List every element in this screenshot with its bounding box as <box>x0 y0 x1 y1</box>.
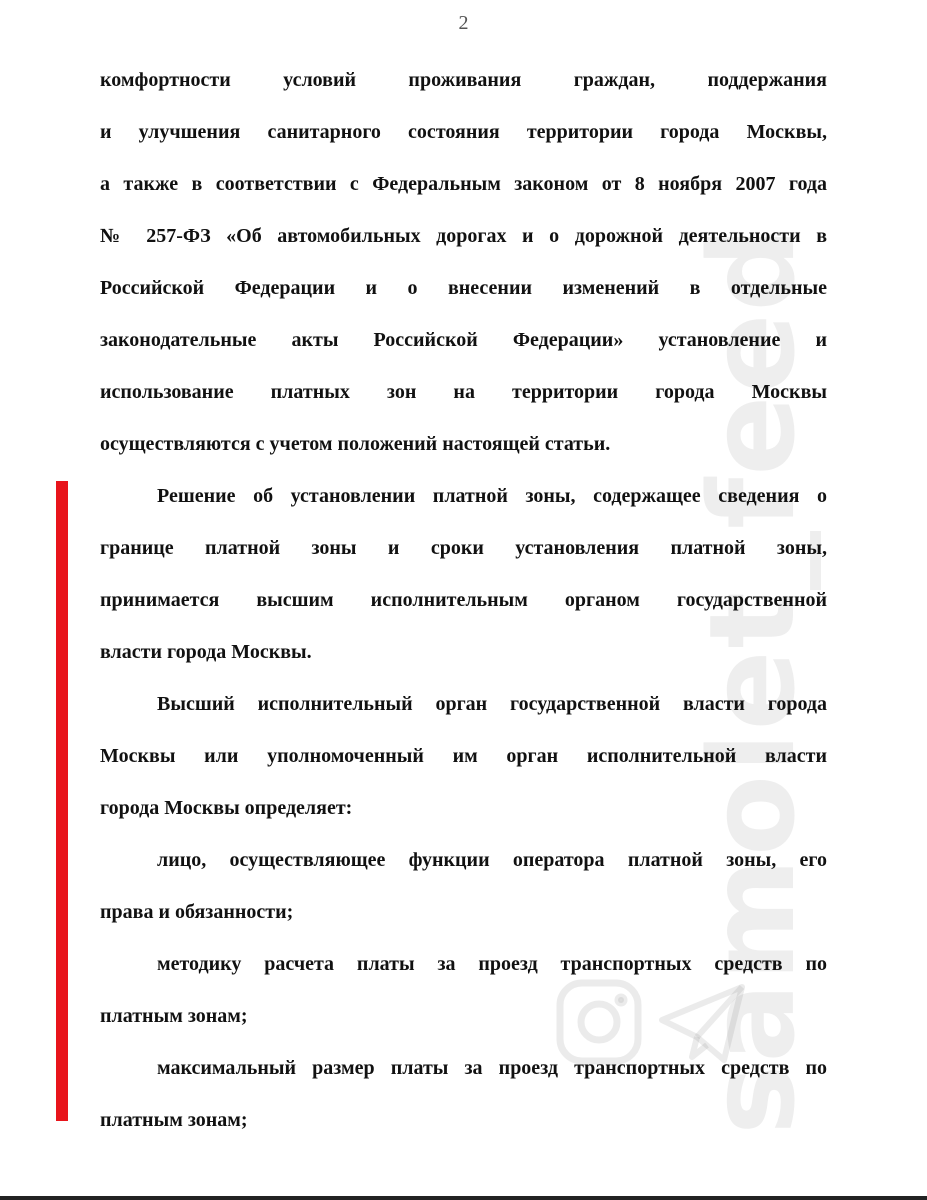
bottom-rule <box>0 1196 927 1200</box>
text-line: Высший исполнительный орган государственной власти города <box>157 693 827 715</box>
text-line: законодательные акты Российской Федерации» установление и <box>100 329 827 351</box>
document-body <box>100 54 827 1146</box>
text-line: № 257-ФЗ «Об автомобильных дорогах и о дорожной деятельности в <box>100 225 827 247</box>
text-line: методику расчета платы за проезд транспортных средств по <box>157 953 827 975</box>
highlight-bar <box>56 481 68 1121</box>
text-line: а также в соответствии с Федеральным законом от 8 ноября 2007 года <box>100 173 827 195</box>
text-line: платным зонам; <box>100 1109 248 1131</box>
text-line: и улучшения санитарного состояния территории города Москвы, <box>100 121 827 143</box>
text-line: комфортности условий проживания граждан, поддержания <box>100 69 827 91</box>
text-line: платным зонам; <box>100 1005 248 1027</box>
text-line: города Москвы определяет: <box>100 797 353 819</box>
text-line: власти города Москвы. <box>100 641 312 663</box>
text-line: Москвы или уполномоченный им орган исполнительной власти <box>100 745 827 767</box>
text-line: границе платной зоны и сроки установления платной зоны, <box>100 537 827 559</box>
text-line: осуществляются с учетом положений настоящей статьи. <box>100 433 611 455</box>
text-line: максимальный размер платы за проезд транспортных средств по <box>157 1057 827 1079</box>
text-line: использование платных зон на территории города Москвы <box>100 381 827 403</box>
text-line: лицо, осуществляющее функции оператора платной зоны, его <box>157 849 827 871</box>
watermark-text: samolet_feed <box>683 225 821 1135</box>
text-line: права и обязанности; <box>100 901 294 923</box>
text-line: Российской Федерации и о внесении изменений в отдельные <box>100 277 827 299</box>
page-number: 2 <box>458 12 469 34</box>
text-line: Решение об установлении платной зоны, содержащее сведения о <box>157 485 827 507</box>
text-line: принимается высшим исполнительным органом государственной <box>100 589 827 611</box>
